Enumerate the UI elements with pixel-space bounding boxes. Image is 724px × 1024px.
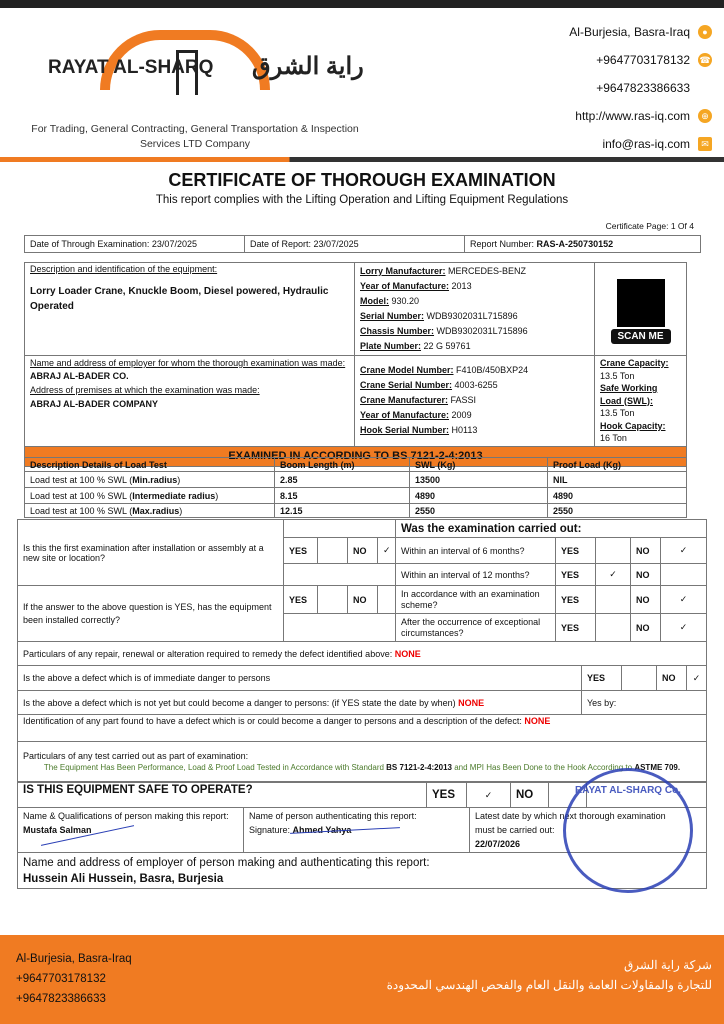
table-cell: NO <box>348 538 378 564</box>
text: Name & Qualifications of person making this report: <box>23 811 229 821</box>
text: Load test at 100 % SWL ( <box>30 505 133 516</box>
defects-table <box>17 641 707 782</box>
table-cell: 13500 <box>410 472 548 488</box>
auth-name: Ahmed Yahya <box>292 825 352 835</box>
text: Name of person authenticating this report: <box>249 811 417 821</box>
text: Crane Model Number: <box>360 365 454 376</box>
page-title: CERTIFICATE OF THOROUGH EXAMINATION <box>168 170 556 190</box>
page-number <box>606 221 694 231</box>
table-cell: YES <box>556 538 596 564</box>
text: +9647703178132 <box>16 973 106 985</box>
text: Certificate Page: <box>605 221 669 231</box>
text: Intermediate radius <box>132 490 216 501</box>
table-cell: Within an interval of 6 months? <box>396 538 556 564</box>
text: Plate Number: <box>360 341 422 351</box>
table-cell: Boom Length (m) <box>275 458 410 472</box>
address: Al-Burjesia, Basra-Iraq <box>569 25 690 39</box>
text: FASSI <box>450 395 477 406</box>
phone-2[interactable]: +9647823386633 <box>596 81 690 95</box>
table-row <box>18 520 707 538</box>
qr-code[interactable] <box>595 263 687 356</box>
table-row <box>18 691 707 715</box>
table-row <box>25 488 687 504</box>
table-cell <box>18 808 244 853</box>
text <box>569 46 712 74</box>
table-cell: NIL <box>548 472 687 488</box>
text: WDB9302031L715896 <box>436 326 528 336</box>
crane-details <box>355 356 595 447</box>
text: Particulars of any repair, renewal or alteration required to remedy the defect identified above: <box>23 648 393 659</box>
table-cell: In accordance with an examination scheme? <box>396 586 556 614</box>
text <box>360 363 589 378</box>
standard-banner: EXAMINED IN ACCORDING TO BS 7121-2-4:2013 <box>25 446 687 466</box>
text: SCAN ME <box>611 329 671 344</box>
text: Crane Serial Number: <box>360 380 453 391</box>
text: Hook Serial Number: <box>360 425 450 436</box>
text <box>16 949 132 1009</box>
capacity-details <box>595 356 687 447</box>
table-cell <box>18 691 582 715</box>
table-cell: Load test at 100 % SWL (Intermediate radius) <box>25 488 275 504</box>
text: F410B/450BXP24 <box>456 365 529 376</box>
table-cell: Within an interval of 12 months? <box>396 564 556 586</box>
table-cell <box>18 715 707 742</box>
table-cell: 12.15 <box>275 504 410 518</box>
exam-date: 23/07/2025 <box>151 239 197 249</box>
text: Address of premises at which the examination was made: <box>30 385 260 395</box>
table-cell: Load test at 100 % SWL (Min.radius) <box>25 472 275 488</box>
text: NONE <box>394 648 421 659</box>
equipment-table <box>24 262 687 467</box>
company-logo <box>40 22 364 117</box>
top-band <box>0 0 724 8</box>
text <box>611 279 671 344</box>
email-link[interactable]: info@ras-iq.com <box>602 137 690 151</box>
text: Load test at 100 % SWL ( <box>30 490 133 501</box>
table-cell <box>661 564 707 586</box>
table-cell <box>596 614 631 642</box>
text: Name and address of employer of person making and authenticating this report: <box>23 856 430 869</box>
text: 13.5 Ton <box>600 370 635 381</box>
text: 22 G 59761 <box>423 341 471 351</box>
tagline: For Trading, General Contracting, General Transportation & Inspection Services LTD Company <box>31 123 359 150</box>
text <box>569 18 712 46</box>
equipment-description: Lorry Loader Crane, Knuckle Boom, Diesel powered, Hydraulic Operated <box>30 286 329 312</box>
table-cell: NO <box>657 666 687 691</box>
text: Date of Report: <box>250 239 312 249</box>
table-cell: ✓ <box>661 586 707 614</box>
text: Year of Manufacture: <box>360 281 450 291</box>
text <box>360 339 589 354</box>
table-cell: NO <box>631 614 661 642</box>
table-row <box>18 715 707 742</box>
table-cell: 4890 <box>410 488 548 504</box>
text: Serial Number: <box>360 311 425 321</box>
table-cell <box>318 586 348 614</box>
text <box>360 324 589 339</box>
logo-text-en: RAYAT AL-SHARQ <box>48 57 214 78</box>
text: NONE <box>524 716 551 726</box>
text: Year of Manufacture: <box>360 410 450 421</box>
page-subtitle: This report complies with the Lifting Operation and Lifting Equipment Regulations <box>155 194 569 206</box>
q1-no-check: ✓ <box>378 538 396 564</box>
text: Name and address of employer for whom the thorough examination was made: <box>30 358 346 368</box>
table-cell: Yes by: <box>582 691 707 715</box>
table-cell: NO <box>631 538 661 564</box>
table-cell: 2550 <box>548 504 687 518</box>
text: Hook Capacity: <box>600 420 666 431</box>
text: للتجارة والمقاولات العامة والنقل العام والفحص الهندسي المحدودة <box>386 978 712 992</box>
text: Crane Capacity: <box>600 358 669 368</box>
text: 4003-6255 <box>454 380 498 391</box>
text <box>569 74 712 102</box>
table-row <box>25 263 687 356</box>
table-cell <box>284 520 396 538</box>
globe-icon: ⊕ <box>698 109 712 123</box>
table-cell: YES <box>556 586 596 614</box>
text <box>360 294 589 309</box>
table-cell <box>378 586 396 614</box>
text <box>360 264 589 279</box>
table-cell: Load test at 100 % SWL (Max.radius) <box>25 504 275 518</box>
location-icon: ● <box>698 25 712 39</box>
text <box>360 279 589 294</box>
email-icon: ✉ <box>698 137 712 151</box>
text: 16 Ton <box>600 433 627 443</box>
text <box>387 955 712 995</box>
text: 2009 <box>451 410 472 421</box>
text: MERCEDES-BENZ <box>448 266 527 276</box>
table-cell <box>245 236 465 253</box>
table-row <box>25 472 687 488</box>
table-cell <box>18 642 707 666</box>
table-cell: NO <box>631 564 661 586</box>
table-cell: 2.85 <box>275 472 410 488</box>
text: Load test at 100 % SWL ( <box>30 474 133 485</box>
table-cell <box>318 538 348 564</box>
text: Report Number: <box>470 239 535 249</box>
text: شركة راية الشرق <box>623 958 712 972</box>
table-cell: SWL (Kg) <box>410 458 548 472</box>
table-cell <box>622 666 657 691</box>
table-row <box>25 458 687 472</box>
table-cell: ✓ <box>596 564 631 586</box>
table-row <box>18 586 707 614</box>
premises: ABRAJ AL-BADER COMPANY <box>30 399 158 409</box>
report-number: RAS-A-250730152 <box>536 239 614 249</box>
text: WDB9302031L715896 <box>426 311 518 321</box>
phone-icon: ☎ <box>699 55 711 65</box>
qr-icon <box>617 279 665 327</box>
text: Max.radius <box>132 505 180 516</box>
text: Chassis Number: <box>360 326 435 336</box>
lorry-details <box>355 263 595 356</box>
next-exam-date: 22/07/2026 <box>475 839 521 849</box>
text <box>360 408 589 423</box>
text: ASTME 709. <box>634 762 681 772</box>
report-employer: Hussein Ali Hussein, Basra, Burjesia <box>23 872 224 885</box>
table-cell: NO <box>511 783 549 808</box>
text: Description and identification of the equipment: <box>30 264 218 274</box>
table-cell <box>596 538 631 564</box>
table-cell: Description Details of Load Test <box>25 458 275 472</box>
table-cell: ✓ <box>661 538 707 564</box>
text: NONE <box>458 697 485 708</box>
table-cell: YES <box>284 538 318 564</box>
text: Crane Manufacturer: <box>360 395 449 406</box>
table-row <box>18 642 707 666</box>
text <box>360 393 589 408</box>
table-cell <box>25 356 355 447</box>
table-cell <box>25 263 355 356</box>
table-cell: 8.15 <box>275 488 410 504</box>
table-row <box>25 236 701 253</box>
table-cell <box>25 236 245 253</box>
text: Is the above a defect which is not yet but could become a danger to persons: (if YES state the date by when) <box>23 697 456 708</box>
text <box>569 102 712 130</box>
text <box>360 309 589 324</box>
safe-question: IS THIS EQUIPMENT SAFE TO OPERATE? <box>18 783 427 808</box>
load-test-table <box>24 457 687 518</box>
text: 2013 <box>451 281 472 291</box>
table-cell: ✓ <box>661 614 707 642</box>
table-row <box>25 504 687 518</box>
table-cell: If the answer to the above question is YES, has the equipment been installed correctly? <box>18 586 284 642</box>
text: and MPI Has Been Done to the Hook According to <box>451 762 635 772</box>
dates-table <box>24 235 701 253</box>
maker-name: Mustafa Salman <box>23 825 92 835</box>
text <box>360 423 589 438</box>
text: 930.20 <box>391 296 420 306</box>
questions-table <box>17 519 707 642</box>
text <box>569 130 712 158</box>
text: Signature: <box>249 825 291 835</box>
text: BS 7121-2-4:2013 <box>386 762 452 772</box>
table-row <box>18 666 707 691</box>
table-cell: Is the above a defect which is of immediate danger to persons <box>18 666 582 691</box>
table-cell: YES <box>427 783 467 808</box>
text: Date of Through Examination: <box>30 239 150 249</box>
text: Identification of any part found to have a defect which is or could become a danger to persons and a description of the defect: <box>23 716 522 726</box>
header-divider <box>0 157 724 162</box>
text: Min.radius <box>132 474 178 485</box>
table-cell: YES <box>556 614 596 642</box>
table-cell: NO <box>348 586 378 614</box>
employer: ABRAJ AL-BADER CO. <box>30 371 129 381</box>
company-stamp: RAYAT AL-SHARQ Co. <box>563 768 693 893</box>
table-cell: YES <box>284 586 318 614</box>
table-cell <box>465 236 701 253</box>
footer <box>0 935 724 1024</box>
table-cell: ✓ <box>687 666 707 691</box>
table-cell <box>284 564 396 586</box>
text: Latest date by which next thorough examination must be carried out: <box>475 811 666 835</box>
table-cell: 2550 <box>410 504 548 518</box>
table-cell: After the occurrence of exceptional circumstances? <box>396 614 556 642</box>
website-link[interactable]: http://www.ras-iq.com <box>575 109 690 123</box>
table-cell: 4890 <box>548 488 687 504</box>
phone-1[interactable]: +9647703178132 <box>596 53 690 67</box>
logo-text-ar: راية الشرق <box>252 53 364 80</box>
text: Al-Burjesia, Basra-Iraq <box>16 953 132 965</box>
table-cell: Proof Load (Kg) <box>548 458 687 472</box>
table-cell: YES <box>556 564 596 586</box>
text: Model: <box>360 296 389 306</box>
table-cell: Is this the first examination after installation or assembly at a new site or location? <box>18 520 284 586</box>
report-date: 23/07/2025 <box>313 239 359 249</box>
text: Lorry Manufacturer: <box>360 266 446 276</box>
contacts <box>569 18 712 158</box>
text <box>360 378 589 393</box>
text: 1 Of 4 <box>670 221 694 231</box>
table-cell <box>596 586 631 614</box>
table-cell <box>284 614 396 642</box>
table-row <box>25 356 687 447</box>
table-cell: YES <box>582 666 622 691</box>
text: +9647823386633 <box>16 993 106 1005</box>
table-cell: NO <box>631 586 661 614</box>
text: H0113 <box>451 425 478 436</box>
table-cell: Was the examination carried out: <box>396 520 707 538</box>
text: 13.5 Ton <box>600 408 635 418</box>
text: Safe Working Load (SWL): <box>600 383 658 406</box>
text: The Equipment Has Been Performance, Load & Proof Load Tested in Accordance with Standard <box>43 762 387 772</box>
text: Particulars of any test carried out as part of examination: <box>23 750 249 761</box>
table-cell: ✓ <box>467 783 511 808</box>
